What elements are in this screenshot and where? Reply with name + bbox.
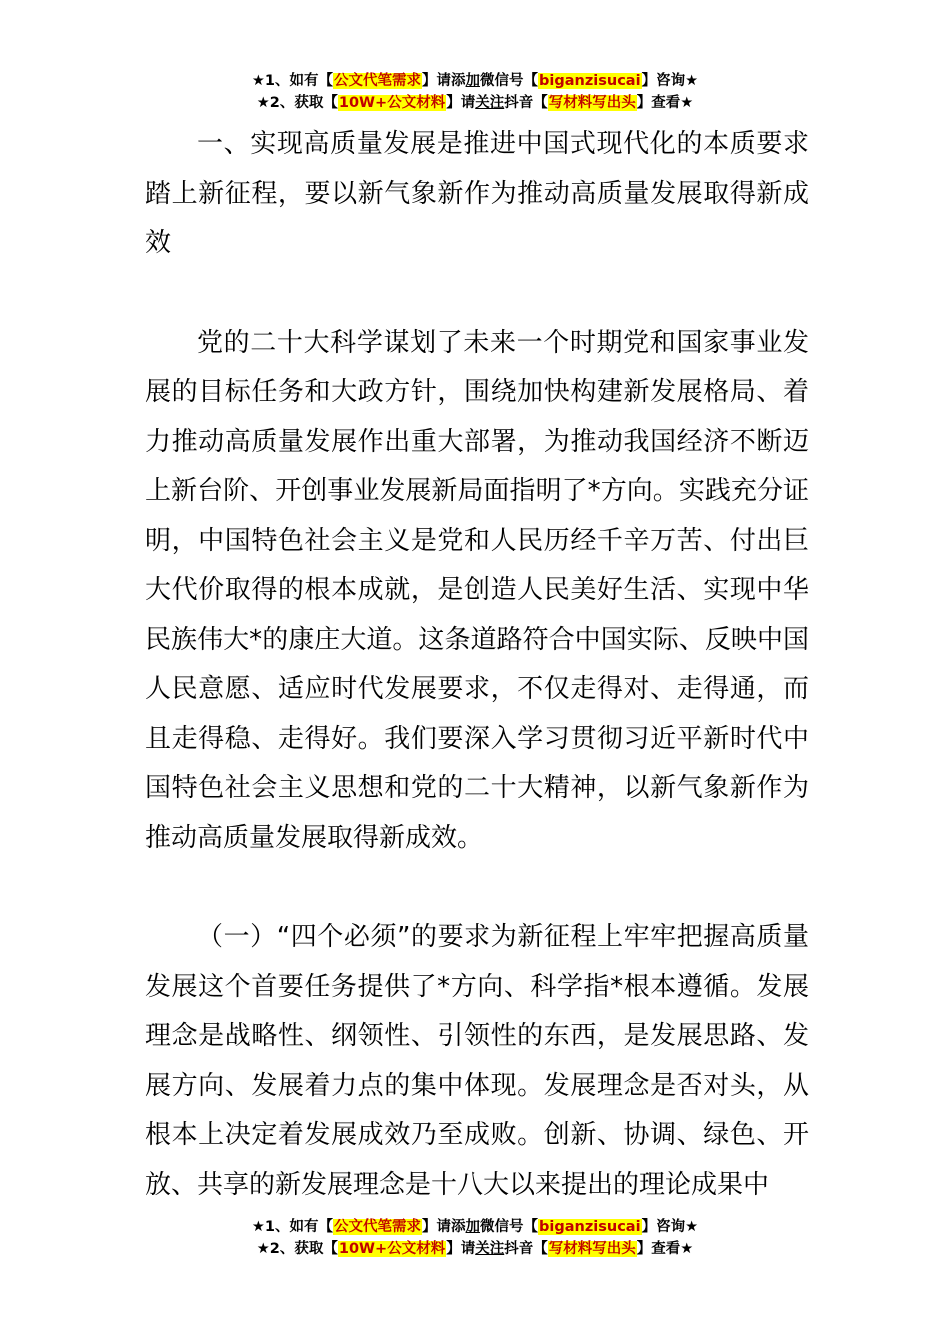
promo-highlight: 公文代笔需求 bbox=[334, 73, 422, 89]
promo-text: 】请添 bbox=[422, 1219, 466, 1235]
promo-text: ★1、如有【 bbox=[251, 1219, 334, 1235]
promo-text: 】咨询★ bbox=[641, 1219, 699, 1235]
promo-text: 抖音【 bbox=[504, 1241, 548, 1257]
promo-banner-bottom bbox=[0, 1216, 950, 1260]
promo-highlight: 10W+公文材料 bbox=[338, 95, 446, 111]
promo-text: 抖音【 bbox=[504, 95, 548, 111]
promo-text: ★1、如有【 bbox=[251, 73, 334, 89]
promo-line-2 bbox=[0, 92, 950, 114]
promo-text: 】查看★ bbox=[636, 1241, 694, 1257]
promo-text: 微信号【 bbox=[480, 1219, 539, 1235]
promo-text: ★2、获取【 bbox=[256, 1241, 338, 1257]
promo-highlight: 10W+公文材料 bbox=[338, 1241, 446, 1257]
promo-text: 】请添 bbox=[422, 73, 466, 89]
promo-highlight: 写材料写出头 bbox=[548, 1241, 636, 1257]
promo-underline: 加 bbox=[465, 1219, 481, 1235]
spacer bbox=[145, 269, 809, 319]
promo-banner-top bbox=[0, 70, 950, 114]
promo-highlight: biganzisucai bbox=[539, 1219, 641, 1235]
promo-line-2 bbox=[0, 1238, 950, 1260]
body-paragraph: （一）“四个必须”的要求为新征程上牢牢把握高质量发展这个首要任务提供了*方向、科学指*根本遵循。发展理念是战略性、纲领性、引领性的东西，是发展思路、发展方向、发展着力点的集中体现。发展理念是否对头，从根本上决定着发展成效乃至成败。创新、协调、绿色、开放、共享的新发展理念是十八大以来提出的理论成果中 bbox=[145, 922, 809, 1200]
promo-underline: 加 bbox=[465, 73, 481, 89]
promo-text: 】查看★ bbox=[636, 95, 694, 111]
spacer bbox=[145, 863, 809, 913]
promo-text: 】请 bbox=[446, 1241, 476, 1257]
section-heading: 一、实现高质量发展是推进中国式现代化的本质要求踏上新征程，要以新气象新作为推动高质量发展取得新成效 bbox=[145, 129, 809, 258]
document-body bbox=[145, 120, 809, 1210]
promo-line-1 bbox=[0, 70, 950, 92]
promo-text: 】咨询★ bbox=[641, 73, 699, 89]
promo-underline: 关注 bbox=[475, 95, 505, 111]
promo-text: 微信号【 bbox=[480, 73, 539, 89]
promo-highlight: 写材料写出头 bbox=[548, 95, 636, 111]
promo-underline: 关注 bbox=[475, 1241, 505, 1257]
promo-text: ★2、获取【 bbox=[256, 95, 338, 111]
promo-highlight: 公文代笔需求 bbox=[334, 1219, 422, 1235]
promo-highlight: biganzisucai bbox=[539, 73, 641, 89]
body-paragraph: 党的二十大科学谋划了未来一个时期党和国家事业发展的目标任务和大政方针，围绕加快构建新发展格局、着力推动高质量发展作出重大部署，为推动我国经济不断迈上新台阶、开创事业发展新局面指明了*方向。实践充分证明，中国特色社会主义是党和人民历经千辛万苦、付出巨大代价取得的根本成就，是创造人民美好生活、实现中华民族伟大*的康庄大道。这条道路符合中国实际、反映中国人民意愿、适应时代发展要求，不仅走得对、走得通，而且走得稳、走得好。我们要深入学习贯彻习近平新时代中国特色社会主义思想和党的二十大精神，以新气象新作为推动高质量发展取得新成效。 bbox=[145, 327, 809, 853]
promo-text: 】请 bbox=[446, 95, 476, 111]
promo-line-1 bbox=[0, 1216, 950, 1238]
